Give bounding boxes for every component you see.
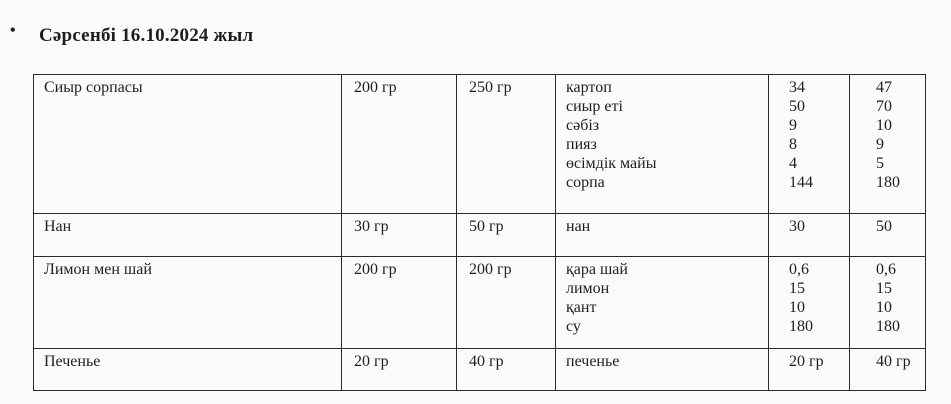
amount-value: 30 [789,218,805,235]
ingredient-item: өсімдік майы [566,155,657,172]
amount-large-cell [850,75,926,214]
ingredient-item: пияз [566,136,597,153]
amount-value: 15 [789,280,805,297]
ingredient-item: сиыр еті [566,98,623,115]
portion-large-cell: 200 гр [457,257,556,349]
amount-value: 50 [789,98,805,115]
amount-small-cell [769,257,850,349]
portion-small-cell: 200 гр [342,75,457,214]
amount-value: 70 [876,98,892,115]
amount-value: 10 [789,299,805,316]
amount-value: 40 гр [876,353,911,370]
ingredients-cell [556,349,769,391]
ingredients-cell [556,75,769,214]
ingredient-item: сәбіз [566,117,600,134]
ingredient-item: картоп [566,79,612,96]
menu-table [33,74,926,391]
ingredients-cell [556,214,769,257]
table-row [34,257,926,349]
amount-value: 34 [789,79,805,96]
ingredient-item: нан [566,218,591,235]
amount-value: 9 [876,136,884,153]
ingredients-cell [556,257,769,349]
amount-value: 20 гр [789,353,824,370]
dish-name-cell: Лимон мен шай [34,257,342,349]
amount-value: 47 [876,79,892,96]
ingredient-item: қант [566,299,597,316]
amount-large-cell [850,214,926,257]
portion-large-cell: 50 гр [457,214,556,257]
amount-large-cell [850,257,926,349]
amount-value: 10 [876,299,892,316]
ingredient-item: печенье [566,353,620,370]
amount-value: 4 [789,155,797,172]
dish-name-cell: Нан [34,214,342,257]
bullet-mark: • [10,22,16,39]
dish-name-cell: Сиыр сорпасы [34,75,342,214]
amount-large-cell [850,349,926,391]
portion-large-cell: 40 гр [457,349,556,391]
portion-small-cell: 20 гр [342,349,457,391]
portion-large-cell: 250 гр [457,75,556,214]
dish-name-cell: Печенье [34,349,342,391]
amount-value: 180 [876,318,900,335]
amount-value: 0,6 [876,261,896,278]
amount-small-cell [769,349,850,391]
portion-small-cell: 30 гр [342,214,457,257]
amount-small-cell [769,75,850,214]
ingredient-item: су [566,318,581,335]
amount-value: 144 [789,174,813,191]
amount-value: 10 [876,117,892,134]
ingredient-item: қара шай [566,261,628,278]
amount-value: 180 [789,318,813,335]
amount-value: 15 [876,280,892,297]
page-heading: Сәрсенбі 16.10.2024 жыл [39,25,254,46]
amount-value: 5 [876,155,884,172]
amount-value: 180 [876,174,900,191]
table-row [34,75,926,214]
ingredient-item: лимон [566,280,610,297]
table-row [34,349,926,391]
amount-value: 0,6 [789,261,809,278]
ingredient-item: сорпа [566,174,605,191]
table-row [34,214,926,257]
amount-value: 9 [789,117,797,134]
amount-small-cell [769,214,850,257]
amount-value: 8 [789,136,797,153]
portion-small-cell: 200 гр [342,257,457,349]
amount-value: 50 [876,218,892,235]
